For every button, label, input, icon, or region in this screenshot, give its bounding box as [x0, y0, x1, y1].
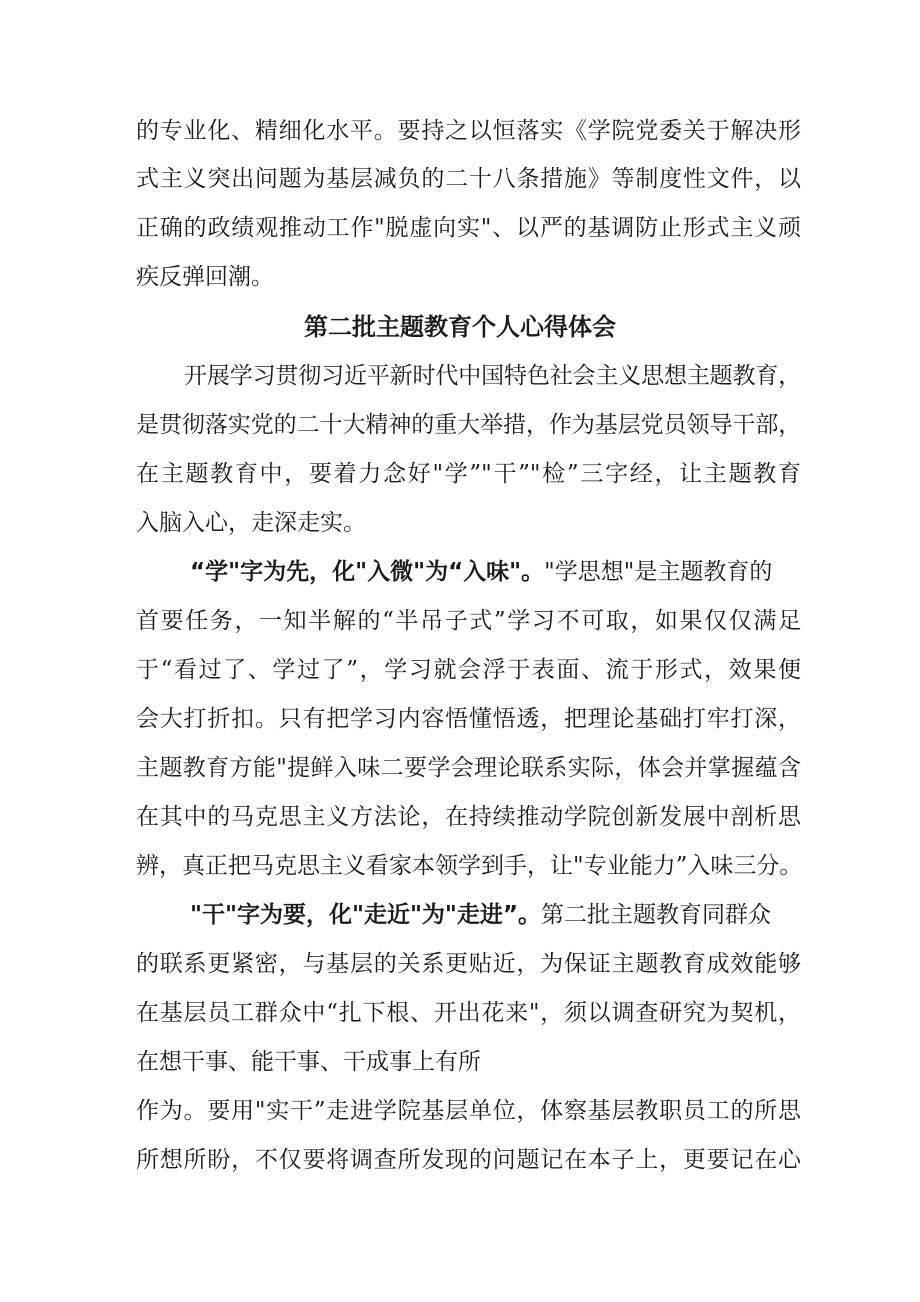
para3-line-2: 的联系更紧密，与基层的关系更贴近，为保证主题教育成效能够	[136, 951, 801, 977]
para3-line-3: 在基层员工群众中“扎下根、开出花来"，须以调查研究为契机，	[136, 1000, 801, 1026]
para3-heading: "干"字为要，化"走近"为"走进”。	[190, 902, 542, 928]
para2-line-1	[190, 557, 801, 587]
para1-line-4: 入脑入心，走深走实。	[136, 510, 366, 536]
para2-heading: “学"字为先，化"入微"为“入味"。	[190, 559, 545, 585]
para2-first-rest: "学思想"是主题教育的	[544, 559, 773, 585]
intro-line-2: 式主义突出问题为基层减负的二十八条措施》等制度性文件，以	[136, 166, 801, 192]
para1-line-1: 开展学习贯彻习近平新时代中国特色社会主义思想主题教育，	[184, 363, 801, 389]
intro-line-3: 正确的政绩观推动工作"脱虚向实"、以严的基调防止形式主义顽	[136, 215, 801, 241]
para2-line-3: 于“看过了、学过了”，学习就会浮于表面、流于形式，效果便	[136, 657, 801, 683]
para1-line-2: 是贯彻落实党的二十大精神的重大举措，作为基层党员领导干部，	[136, 412, 801, 438]
para2-line-7: 辨，真正把马克思主义看家本领学到手，让"专业能力”入味三分。	[136, 853, 803, 879]
para2-line-5: 主题教育方能"提鲜入味二要学会理论联系实际，体会并掌握蕴含	[136, 755, 801, 781]
para3-line-6: 所想所盼，不仅要将调查所发现的问题记在本子上，更要记在心	[136, 1147, 801, 1173]
para3-line-5: 作为。要用"实干”走进学院基层单位，体察基层教职员工的所思	[136, 1098, 801, 1124]
intro-line-4: 疾反弹回潮。	[136, 264, 274, 290]
para3-first-rest: 第二批主题教育同群众	[541, 902, 772, 928]
para2-line-6: 在其中的马克思主义方法论，在持续推动学院创新发展中剖析思	[136, 804, 801, 830]
para2-line-4: 会大打折扣。只有把学习内容悟懂悟透，把理论基础打牢打深，	[136, 706, 801, 732]
para2-line-2: 首要任务，一知半解的“半吊子式”学习不可取，如果仅仅满足	[136, 608, 801, 634]
para1-line-3: 在主题教育中，要着力念好"学”"干”"检”三字经，让主题教育	[136, 461, 801, 487]
para3-line-1	[190, 900, 801, 930]
document-title: 第二批主题教育个人心得体会	[304, 313, 616, 341]
intro-line-1: 的专业化、精细化水平。要持之以恒落实《学院党委关于解决形	[136, 118, 801, 144]
para3-line-4: 在想干事、能干事、干成事上有所	[136, 1049, 481, 1075]
